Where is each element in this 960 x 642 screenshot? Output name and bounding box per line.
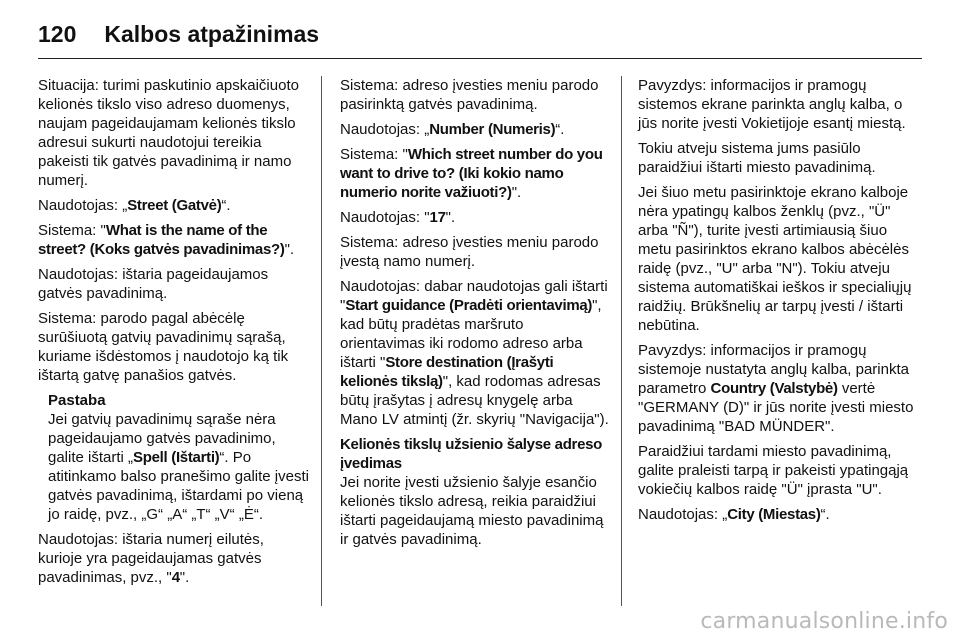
paragraph: Tokiu atveju sistema jums pasiūlo paraidžiui ištarti miesto pavadinimą. — [638, 140, 876, 176]
header-rule — [38, 58, 922, 59]
paragraph: Naudotojas: "17". — [340, 209, 456, 226]
chapter-title: Kalbos atpažinimas — [104, 20, 320, 47]
paragraph: Naudotojas: „City (Miestas)“. — [638, 506, 830, 523]
paragraph: Paraidžiui tardami miesto pavadinimą, galite praleisti tarpą ir pakeisti ypatingąją vokiečių kalbos raidę "Ü" įprasta "U". — [638, 443, 909, 498]
paragraph: Sistema: adreso įvesties meniu parodo įvestą namo numerį. — [340, 234, 599, 270]
column-2 — [340, 76, 612, 555]
paragraph: Jei norite įvesti užsienio šalyje esančio kelionės tikslo adresą, reikia paraidžiui ištarti pageidaujamą miesto pavadinimą ir gatvės pavadinimą. — [340, 474, 604, 548]
paragraph: Sistema: parodo pagal abėcėlę surūšiuotą gatvių pavadinimų sąrašą, kuriame išdėstomos į naudotojo ką tik ištartą gatvę panašios gatvės. — [38, 310, 289, 384]
column-1 — [38, 76, 310, 593]
column-3 — [638, 76, 920, 530]
paragraph: Sistema: "What is the name of the street? (Koks gatvės pavadinimas?)". — [38, 222, 295, 258]
column-divider-1 — [321, 76, 322, 606]
paragraph: Naudotojas: „Number (Numeris)“. — [340, 121, 565, 138]
paragraph: Naudotojas: „Street (Gatvė)“. — [38, 197, 231, 214]
page-number: 120 — [38, 20, 77, 47]
paragraph: Naudotojas: dabar naudotojas gali ištarti "Start guidance (Pradėti orientavimą)", kad būtų pradėtas maršruto orientavimas iki rodomo adreso arba ištarti "Store destination (Įrašyti kelionės tikslą)", kad rodomas adresas būtų įrašytas į adresų knygelę arba Mano LV atmintį (žr. skyrių "Navigacija"). — [340, 278, 609, 428]
page-header — [38, 14, 319, 54]
paragraph: Naudotojas: ištaria numerį eilutės, kurioje yra pageidaujamas gatvės pavadinimas, pvz., "4". — [38, 531, 264, 586]
paragraph: Naudotojas: ištaria pageidaujamos gatvės pavadinimą. — [38, 266, 269, 302]
paragraph: Pavyzdys: informacijos ir pramogų sistemoje nustatyta anglų kalba, parinkta parametro Country (Valstybė) vertė "GERMANY (D)" ir jūs norite įvesti miesto pavadinimą "BAD MÜNDER". — [638, 342, 914, 435]
watermark: carmanualsonline.info — [700, 609, 948, 634]
note-text: Jei gatvių pavadinimų sąraše nėra pageidaujamo gatvės pavadinimo, galite ištarti „Spell (Ištarti)“. Po atitinkamo balso pranešimo galite įvesti gatvės pavadinimą, ištardami po vieną jo raidę, pvz., „G“ „A“ „T“ „V“ „Ė“. — [48, 411, 309, 523]
paragraph: Situacija: turimi paskutinio apskaičiuoto kelionės tikslo viso adreso duomenys, naujam pageidaujamam kelionės tikslo adresui sukurti naudotojui tereikia pakeisti tik gatvės pavadinimą ir namo numerį. — [38, 77, 299, 189]
paragraph: Pavyzdys: informacijos ir pramogų sistemos ekrane parinkta anglų kalba, o jūs norite įvesti Vokietijoje esantį miestą. — [638, 77, 906, 132]
paragraph: Sistema: "Which street number do you want to drive to? (Iki kokio namo numerio norite važiuoti?)". — [340, 146, 603, 201]
note-box — [38, 391, 310, 524]
section-heading: Kelionės tikslų užsienio šalyse adreso įvedimas — [340, 436, 603, 472]
paragraph: Sistema: adreso įvesties meniu parodo pasirinktą gatvės pavadinimą. — [340, 77, 599, 113]
paragraph: Jei šiuo metu pasirinktoje ekrano kalboje nėra ypatingų kalbos ženklų (pvz., "Ü" arba "Ñ"), turite įvesti artimiausią šiuo metu pasirinktos ekrano kalbos abėcėlės raidę (pvz., "U" arba "N"). Tokiu atveju sistema automatiškai ieškos ir specialiųjų raidžių. Brūkšnelių ar tarpų įvesti / ištarti nebūtina. — [638, 184, 912, 334]
column-divider-2 — [621, 76, 622, 606]
note-title: Pastaba — [48, 392, 106, 409]
